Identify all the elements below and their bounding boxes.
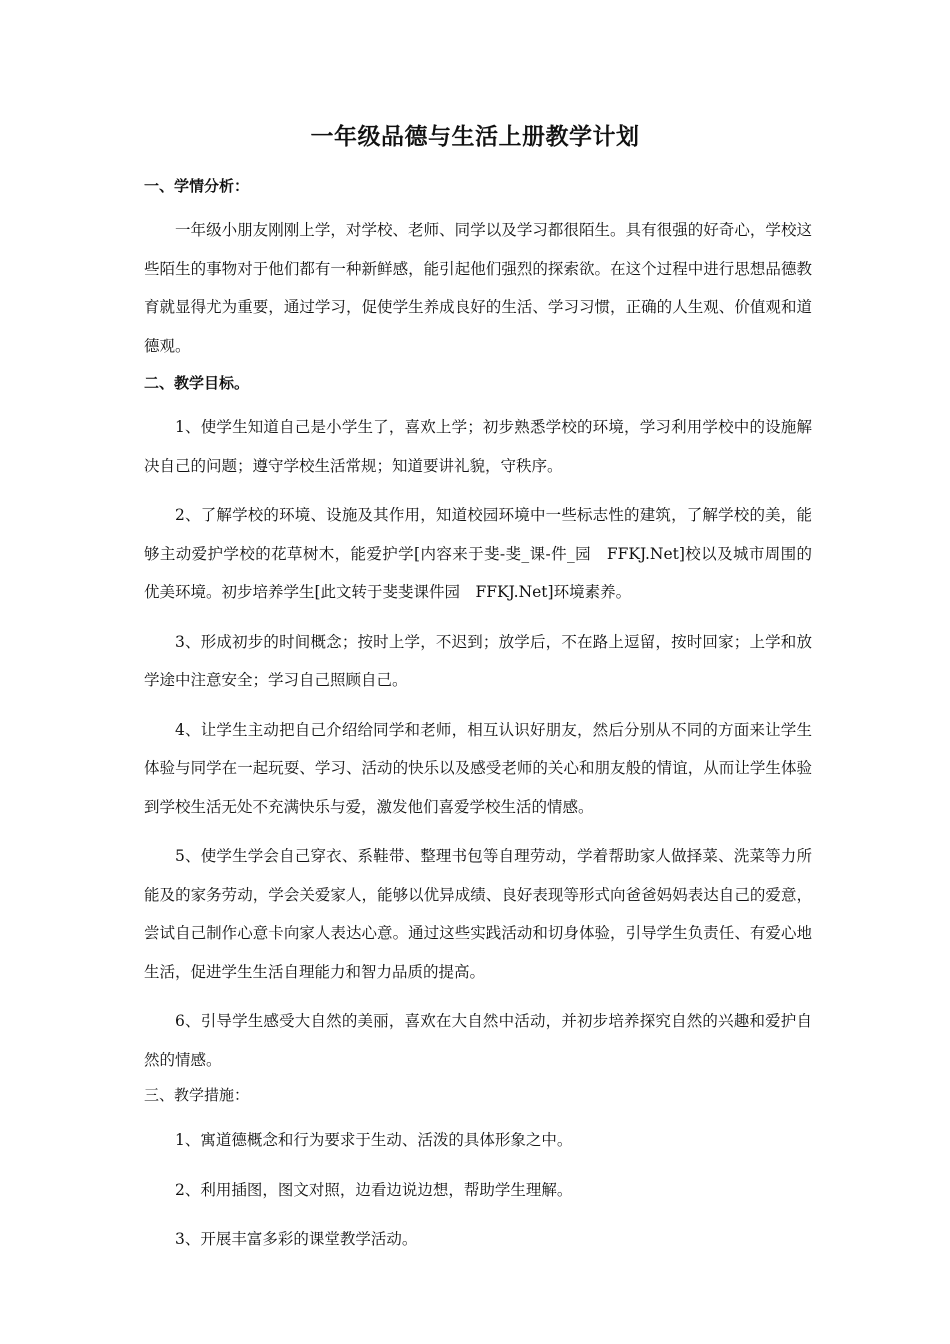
document-body bbox=[144, 176, 812, 1259]
measure-item-3: 3、开展丰富多彩的课堂教学活动。 bbox=[175, 1230, 418, 1248]
section-heading-analysis: 一、学情分析： bbox=[144, 177, 250, 195]
goal-item-1: 1、使学生知道自己是小学生了，喜欢上学；初步熟悉学校的环境，学习利用学校中的设施解决自己的问题；遵守学校生活常规；知道要讲礼貌，守秩序。 bbox=[144, 418, 812, 475]
document-title: 一年级品德与生活上册教学计划 bbox=[310, 124, 640, 150]
goal-item-6: 6、引导学生感受大自然的美丽，喜欢在大自然中活动，并初步培养探究自然的兴趣和爱护自然的情感。 bbox=[144, 1012, 812, 1069]
section-heading-goals: 二、教学目标。 bbox=[144, 374, 250, 392]
section-heading-measures: 三、教学措施： bbox=[144, 1086, 250, 1104]
goal-item-4: 4、让学生主动把自己介绍给同学和老师，相互认识好朋友，然后分别从不同的方面来让学生体验与同学在一起玩耍、学习、活动的快乐以及感受老师的关心和朋友般的情谊，从而让学生体验到学校生活无处不充满快乐与爱，激发他们喜爱学校生活的情感。 bbox=[144, 720, 812, 816]
analysis-paragraph: 一年级小朋友刚刚上学，对学校、老师、同学以及学习都很陌生。具有很强的好奇心，学校这些陌生的事物对于他们都有一种新鲜感，能引起他们强烈的探索欲。在这个过程中进行思想品德教育就显得尤为重要，通过学习，促使学生养成良好的生活、学习习惯，正确的人生观、价值观和道德观。 bbox=[144, 221, 812, 355]
measure-item-2: 2、利用插图，图文对照，边看边说边想，帮助学生理解。 bbox=[175, 1180, 573, 1199]
measure-item-1: 1、寓道德概念和行为要求于生动、活泼的具体形象之中。 bbox=[175, 1131, 573, 1149]
goal-item-2: 2、了解学校的环境、设施及其作用，知道校园环境中一些标志性的建筑，了解学校的美，能够主动爱护学校的花草树木，能爱护学[内容来于斐-斐_课-件_园 FFKJ.Net]校以及城市周围的优美环境。初步培养学生[此文转于斐斐课件园 FFKJ.Net]环境素养。 bbox=[144, 506, 812, 601]
goal-item-3: 3、形成初步的时间概念；按时上学，不迟到；放学后，不在路上逗留，按时回家；上学和放学途中注意安全；学习自己照顾自己。 bbox=[144, 632, 812, 689]
goal-item-5: 5、使学生学会自己穿衣、系鞋带、整理书包等自理劳动，学着帮助家人做择菜、洗菜等力所能及的家务劳动，学会关爱家人，能够以优异成绩、良好表现等形式向爸爸妈妈表达自己的爱意，尝试自己制作心意卡向家人表达心意。通过这些实践活动和切身体验，引导学生负责任、有爱心地生活，促进学生生活自理能力和智力品质的提高。 bbox=[144, 847, 812, 981]
